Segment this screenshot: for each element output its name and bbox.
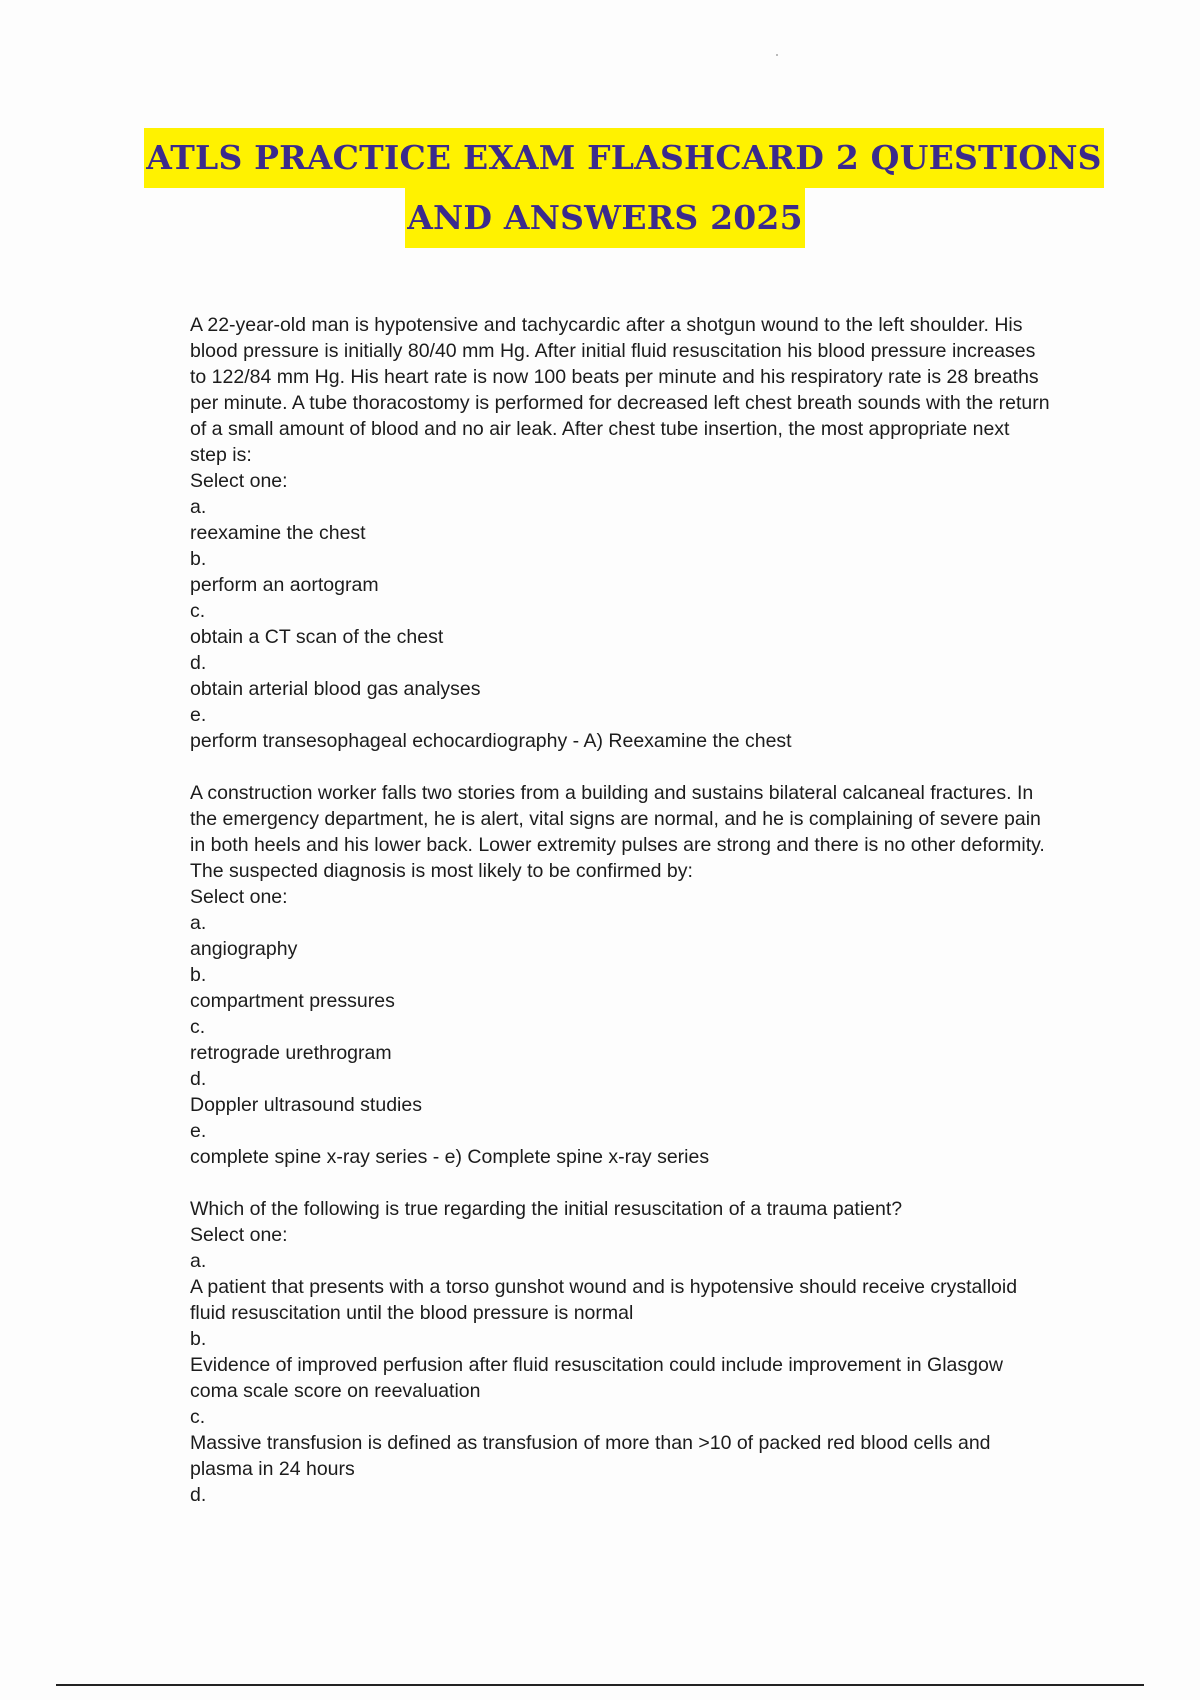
question-1 xyxy=(190,312,1050,754)
option-text: perform an aortogram xyxy=(190,574,379,596)
option-text: obtain a CT scan of the chest xyxy=(190,626,444,648)
question-stem: A construction worker falls two stories from a building and sustains bilateral calcaneal fractures. In the emergency department, he is alert, vital signs are normal, and he is complaining of severe pain in both heels and his lower back. Lower extremity pulses are strong and there is no other deformity. The suspected diagnosis is most likely to be confirmed by: xyxy=(190,782,1045,882)
option-letter: d. xyxy=(190,1068,207,1090)
option-text: compartment pressures xyxy=(190,990,395,1012)
document-title xyxy=(0,128,1200,248)
question-2 xyxy=(190,780,1050,1170)
option-text: retrograde urethrogram xyxy=(190,1042,392,1064)
option-text: A patient that presents with a torso gunshot wound and is hypotensive should receive crystalloid fluid resuscitation until the blood pressure is normal xyxy=(190,1276,1018,1324)
option-text: Doppler ultrasound studies xyxy=(190,1094,422,1116)
option-text-with-answer: complete spine x-ray series - e) Complete spine x-ray series xyxy=(190,1146,710,1168)
title-line-1: ATLS PRACTICE EXAM FLASHCARD 2 QUESTIONS xyxy=(144,128,1103,188)
option-letter: d. xyxy=(190,652,207,674)
option-letter: b. xyxy=(190,1328,207,1350)
option-letter: d. xyxy=(190,1484,207,1506)
questions-body xyxy=(190,312,1050,1534)
scan-speck xyxy=(776,54,778,56)
option-text: obtain arterial blood gas analyses xyxy=(190,678,481,700)
select-one-label: Select one: xyxy=(190,886,288,908)
option-letter: e. xyxy=(190,704,207,726)
question-stem: Which of the following is true regarding the initial resuscitation of a trauma patient? xyxy=(190,1198,903,1220)
option-letter: c. xyxy=(190,1406,206,1428)
option-letter: a. xyxy=(190,912,207,934)
option-letter: b. xyxy=(190,964,207,986)
option-letter: a. xyxy=(190,496,207,518)
option-letter: c. xyxy=(190,1016,206,1038)
question-stem: A 22-year-old man is hypotensive and tachycardic after a shotgun wound to the left shoulder. His blood pressure is initially 80/40 mm Hg. After initial fluid resuscitation his blood pressure increases to 122/84 mm Hg. His heart rate is now 100 beats per minute and his respiratory rate is 28 breaths per minute. A tube thoracostomy is performed for decreased left chest breath sounds with the return of a small amount of blood and no air leak. After chest tube insertion, the most appropriate next step is: xyxy=(190,314,1050,466)
option-letter: a. xyxy=(190,1250,207,1272)
title-line-2: AND ANSWERS 2025 xyxy=(405,188,804,248)
option-letter: c. xyxy=(190,600,206,622)
option-text: Massive transfusion is defined as transfusion of more than >10 of packed red blood cells and plasma in 24 hours xyxy=(190,1432,991,1480)
option-text: reexamine the chest xyxy=(190,522,366,544)
option-letter: e. xyxy=(190,1120,207,1142)
page-bottom-rule xyxy=(56,1684,1144,1686)
option-text: angiography xyxy=(190,938,298,960)
question-3 xyxy=(190,1196,1050,1508)
option-letter: b. xyxy=(190,548,207,570)
select-one-label: Select one: xyxy=(190,470,288,492)
option-text: Evidence of improved perfusion after fluid resuscitation could include improvement in Glasgow coma scale score on reevaluation xyxy=(190,1354,1003,1402)
option-text-with-answer: perform transesophageal echocardiography - A) Reexamine the chest xyxy=(190,730,792,752)
select-one-label: Select one: xyxy=(190,1224,288,1246)
